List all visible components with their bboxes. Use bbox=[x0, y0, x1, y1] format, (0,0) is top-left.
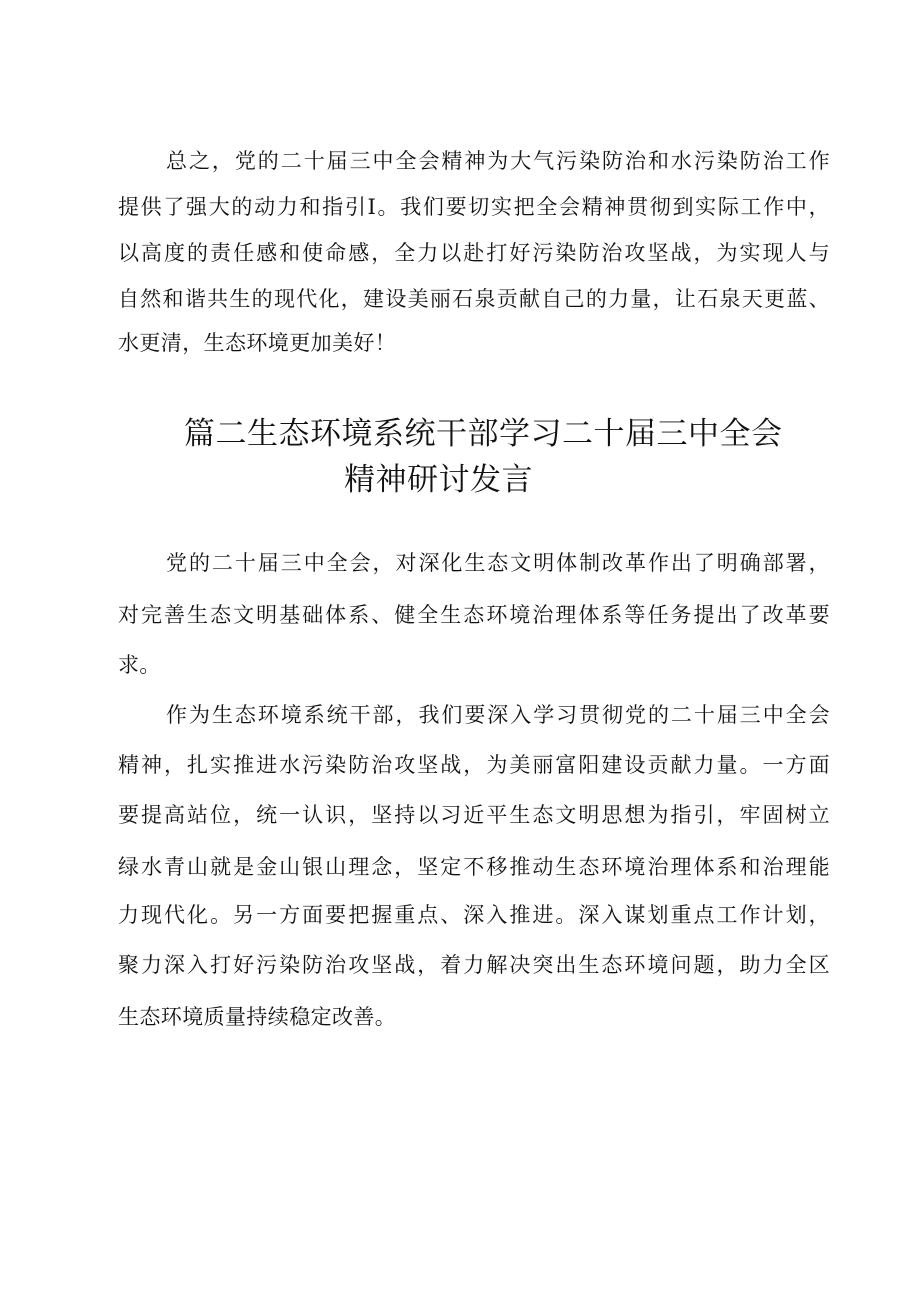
paragraph-line: 自然和谐共生的现代化，建设美丽石泉贡献自己的力量，让石泉天更蓝、 bbox=[118, 287, 830, 311]
paragraph-line: 精神，扎实推进水污染防治攻坚战，为美丽富阳建设贡献力量。一方面 bbox=[118, 753, 830, 777]
paragraph-line: 提供了强大的动力和指引I。我们要切实把全会精神贯彻到实际工作中， bbox=[118, 195, 830, 219]
paragraph-line: 党的二十届三中全会，对深化生态文明体制改革作出了明确部署， bbox=[166, 551, 830, 575]
paragraph-line: 求。 bbox=[118, 653, 161, 677]
paragraph-line: 力现代化。另一方面要把握重点、深入推进。深入谋划重点工作计划， bbox=[118, 903, 830, 927]
paragraph-line: 作为生态环境系统干部，我们要深入学习贯彻党的二十届三中全会 bbox=[166, 703, 830, 727]
section-title-line: 篇二生态环境系统干部学习二十届三中全会 bbox=[184, 416, 783, 452]
paragraph-line: 绿水青山就是金山银山理念，坚定不移推动生态环境治理体系和治理能 bbox=[118, 855, 830, 879]
paragraph-line: 聚力深入打好污染防治攻坚战，着力解决突出生态环境问题，助力全区 bbox=[118, 953, 830, 977]
section-title-line: 精神研讨发言 bbox=[344, 462, 533, 498]
paragraph-line: 以高度的责任感和使命感，全力以赴打好污染防治攻坚战，为实现人与 bbox=[118, 241, 830, 265]
paragraph-line: 对完善生态文明基础体系、健全生态环境治理体系等任务提出了改革要 bbox=[118, 603, 830, 627]
paragraph-line: 生态环境质量持续稳定改善。 bbox=[118, 1005, 397, 1029]
paragraph-line: 要提高站位，统一认识，坚持以习近平生态文明思想为指引，牢固树立 bbox=[118, 803, 830, 827]
paragraph-line: 水更清，生态环境更加美好！ bbox=[118, 331, 397, 355]
paragraph-line: 总之，党的二十届三中全会精神为大气污染防治和水污染防治工作 bbox=[166, 149, 830, 173]
